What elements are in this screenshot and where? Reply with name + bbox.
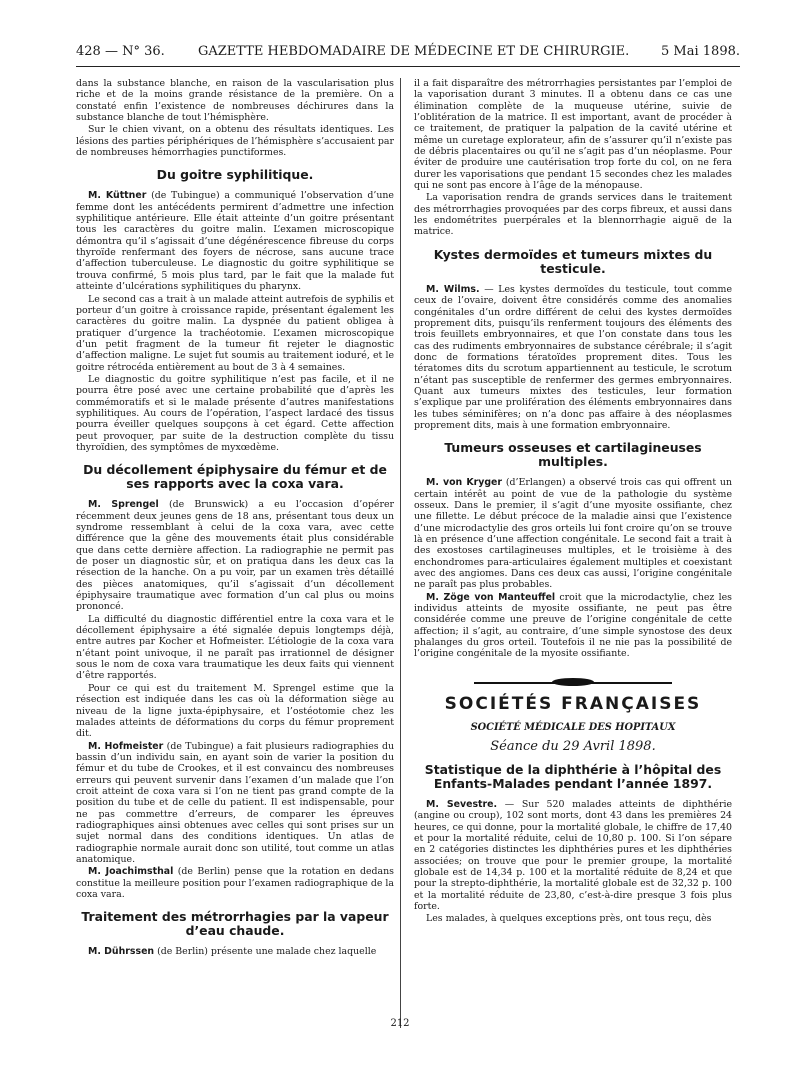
header-journal-title: GAZETTE HEBDOMADAIRE DE MÉDECINE ET DE CHIRURGIE. [198, 44, 630, 59]
column-right [414, 78, 732, 1024]
column-left [76, 78, 394, 1024]
author-name: M. von Kryger [426, 477, 503, 489]
paragraph: Le second cas a trait à un malade atteint autrefois de syphilis et porteur d’un goitre à croissance rapide, présentant également les caractères du goitre malin. La dyspnée du patient obligea à pratiquer d’urgence la trachéotomie. L’examen microscopique d’un petit fragment de la tumeur fit rejeter le diagnostic d’affection maligne. Le sujet fut soumis au traitement ioduré, et le goitre rétrocéda entièrement au bout de 3 à 4 semaines. [76, 293, 394, 373]
paragraph: il a fait disparaître des métrorrhagies persistantes par l’emploi de la vaporisation durant 3 minutes. Il a obtenu dans ce cas une élimination complète de la muqueuse utérine, suivie de l’oblitération de la matrice. Il est important, avant de procéder à ce traitement, de pratiquer la palpation de la cavité utérine et même un curetage explorateur, afin de s’assurer qu’il n’existe pas de débris placentaires ou qu’il ne s’agit pas d’un néoplasme. Pour éviter de produire une cautérisation trop forte du col, on ne fera durer les vaporisations que pendant 15 secondes chez les malades qui ne sont pas encore à l’âge de la ménopause. [414, 78, 732, 192]
ornamental-rule [414, 676, 732, 689]
section-heading: Tumeurs osseuses et cartilagineuses multiples. [444, 440, 702, 470]
paragraph-text: (de Tubingue) a fait plusieurs radiographies du bassin d’un individu sain, en ayant soin de varier la position du fémur et du tube de Crookes, et il est convaincu des nombreuses erreurs qui peuvent survenir dans l’examen d’un malade que l’on croit atteint de coxa vara si l’on ne tient pas grand compte de la position du tube et de celle du patient. Il est indispensable, pour ne pas commettre d’erreurs, de comparer les épreuves radiographiques ainsi obtenues avec celles qui sont prises sur un sujet normal dans des conditions identiques. Un atlas de radiographie normale aurait donc son utilité, tout comme un atlas anatomique. [76, 740, 394, 865]
paragraph-text: (de Berlin) présente une malade chez laquelle [154, 946, 377, 958]
author-name: M. Dührssen [88, 946, 155, 958]
paragraph: Les malades, à quelques exceptions près, ont tous reçu, dès [426, 913, 712, 925]
paragraph-text: (de Berlin) pense que la rotation en dedans constitue la meilleure position pour l’examen radiographique de la coxa vara. [76, 866, 394, 900]
author-name: M. Zöge von Manteuffel [426, 591, 556, 603]
paragraph-text: (d’Erlangen) a observé trois cas qui offrent un certain intérêt au point de vue de la pathologie du système osseux. Dans le premier, il s’agit d’une myosite ossifiante, chez une fillette. Le début précoce de la maladie ainsi que l’existence d’une microdactylie des gros orteils lui font croire qu’on se trouve là en présence d’une affection congénitale. Le second fait a trait à des exostoses cartilagineuses multiples, et le troisième à des enchondromes para-articulaires également multiples et coexistant avec des angiomes. Dans ces deux cas aussi, l’origine congénitale ne paraît pas plus probables. [414, 477, 732, 591]
section-heading: Du goitre syphilitique. [156, 167, 314, 183]
section-heading: Traitement des métrorrhagies par la vapeur d’eau chaude. [81, 909, 389, 939]
paragraph: Sur le chien vivant, on a obtenu des résultats identiques. Les lésions des parties périphériques de l’hémisphère s’accusaient par de nombreuses hémorrhagies punctiformes. [76, 124, 394, 159]
author-name: M. Küttner [88, 190, 147, 202]
header-date: 5 Mai 1898. [661, 44, 740, 59]
paragraph: dans la substance blanche, en raison de la vascularisation plus riche et de la moins grande résistance de la première. On a constaté enfin l’existence de nombreuses déchirures dans la substance blanche de tout l’hémisphère. [76, 78, 394, 124]
paragraph-text: (de Tubingue) a communiqué l’observation d’une femme dont les antécédents permirent d’admettre une infection syphilitique antérieure. Elle était atteinte d’un goitre présentant tous les caractères du goitre malin. L’examen microscopique démontra qu’il s’agissait d’une dégénérescence fibreuse du corps thyroïde renfermant des foyers de nécrose, sans aucune trace d’affection tuberculeuse. Le diagnostic du goitre syphilitique se trouva confirmé, 5 mois plus tard, par le fait que la malade fut atteinte d’ulcérations syphilitiques du pharynx. [76, 190, 394, 293]
author-name: M. Hofmeister [88, 740, 164, 752]
paragraph-text: (de Brunswick) a eu l’occasion d’opérer récemment deux jeunes gens de 18 ans, présentant tous deux un syndrome ressemblant à celui de la coxa vara, avec cette différence que la gêne des mouvements était plus considérable que dans cette dernière affection. La radiographie ne permit pas de poser un diagnostic sûr, et on pratiqua dans les deux cas la résection de la hanche. On a pu voir, par un examen très détaillé des pièces anatomiques, qu’il s’agissait d’un décollement épiphysaire traumatique avec formation d’un cal plus ou moins prononcé. [76, 499, 394, 613]
author-name: M. Wilms. [426, 283, 480, 295]
paragraph: La difficulté du diagnostic différentiel entre la coxa vara et le décollement épiphysaire a été signalée depuis longtemps déjà, entre autres par Kocher et Hofmeister. L’étiologie de la coxa vara n’étant point univoque, il ne paraît pas irrationnel de désigner sous le nom de coxa vara traumatique les deux faits qui viennent d’être rapportés. [76, 613, 394, 682]
paragraph: Pour ce qui est du traitement M. Sprengel estime que la résection est indiquée dans les cas où la déformation siège au niveau de la ligne juxta-épiphysaire, et l’ostéotomie chez les malades atteints de déformations du corps du fémur proprement dit. [76, 682, 394, 740]
session-date: Séance du 29 Avril 1898. [490, 739, 656, 755]
author-name: M. Sevestre. [426, 798, 498, 810]
author-name: M. Sprengel [88, 499, 159, 511]
paragraph: La vaporisation rendra de grands services dans le traitement des métrorrhagies provoquées par des corps fibreux, et aussi dans les endométrites puerpérales et la blennorrhagie aiguë de la matrice. [414, 192, 732, 238]
society-subtitle: SOCIÉTÉ MÉDICALE DES HOPITAUX [470, 722, 676, 734]
paragraph-text: croit que la microdactylie, chez les individus atteints de myosite ossifiante, ne peut pas être considérée comme une preuve de l’origine congénitale de cette affection; il s’agit, au contraire, d’une simple synostose des deux phalanges du gros orteil. Toutefois il ne nie pas la possibilité de l’origine congénitale de la myosite ossifiante. [414, 591, 732, 660]
running-header [76, 40, 740, 67]
section-heading: Du décollement épiphysaire du fémur et de ses rapports avec la coxa vara. [83, 462, 387, 492]
paragraph: Le diagnostic du goitre syphilitique n’est pas facile, et il ne pourra être posé avec une certaine probabilité que d’après les commémoratifs et si le malade présente d’autres manifestations syphilitiques. Au cours de l’opération, l’aspect lardacé des tissus pourra éveiller quelques soupçons à cet égard. Cette affection peut provoquer, par suite de la destruction complète du tissu thyroïdien, des symptômes de myxœdème. [76, 373, 394, 453]
header-page-number: 428 — N° 36. [76, 44, 165, 59]
section-heading: Statistique de la diphthérie à l’hôpital des Enfants-Malades pendant l’année 1897. [424, 761, 722, 791]
paragraph-text: — Sur 520 malades atteints de diphthérie (angine ou croup), 102 sont morts, dont 43 dans les premières 24 heures, ce qui donne, pour la mortalité globale, le chiffre de 17,40 et pour la mortalité réduite, celui de 10,80 p. 100. Si l’on sépare en 2 catégories distinctes les diphthéries pures et les diphthéries associées; on trouve que pour le premier groupe, la mortalité globale est de 14,34 p. 100 et la mortalité réduite de 8,24 et que pour la strepto-diphthérie, la mortalité globale est de 32,32 p. 100 et la mortalité réduite de 23,80, c’est-à-dire presque 3 fois plus forte. [414, 798, 732, 912]
column-divider [400, 78, 401, 1028]
section-heading: Kystes dermoïdes et tumeurs mixtes du testicule. [433, 246, 713, 276]
page-number-footer: 212 [390, 1018, 410, 1029]
society-title: SOCIÉTÉS FRANÇAISES [444, 693, 702, 714]
paragraph-text: — Les kystes dermoïdes du testicule, tout comme ceux de l’ovaire, doivent être considérés comme des anomalies congénitales d’un ordre différent de celui des kystes dermoïdes proprement dits, puisqu’ils renferment toujours des éléments des trois feuillets embryonnaires, et que l’on constate dans tous les cas des rudiments embryonnaires de substance cérébrale; il s’agit donc de formations tératoïdes proprement dites. Tous les tératomes dits du scrotum appartiennent au testicule, le scrotum n’étant pas susceptible de renfermer des germes embryonnaires. Quant aux tumeurs mixtes des testicules, leur formation s’explique par une prolifération des éléments embryonnaires dans les tubes séminifères; on n’a donc pas affaire à des néoplasmes proprement dits, mais à une formation embryonnaire. [414, 283, 732, 431]
author-name: M. Joachimsthal [88, 866, 174, 878]
